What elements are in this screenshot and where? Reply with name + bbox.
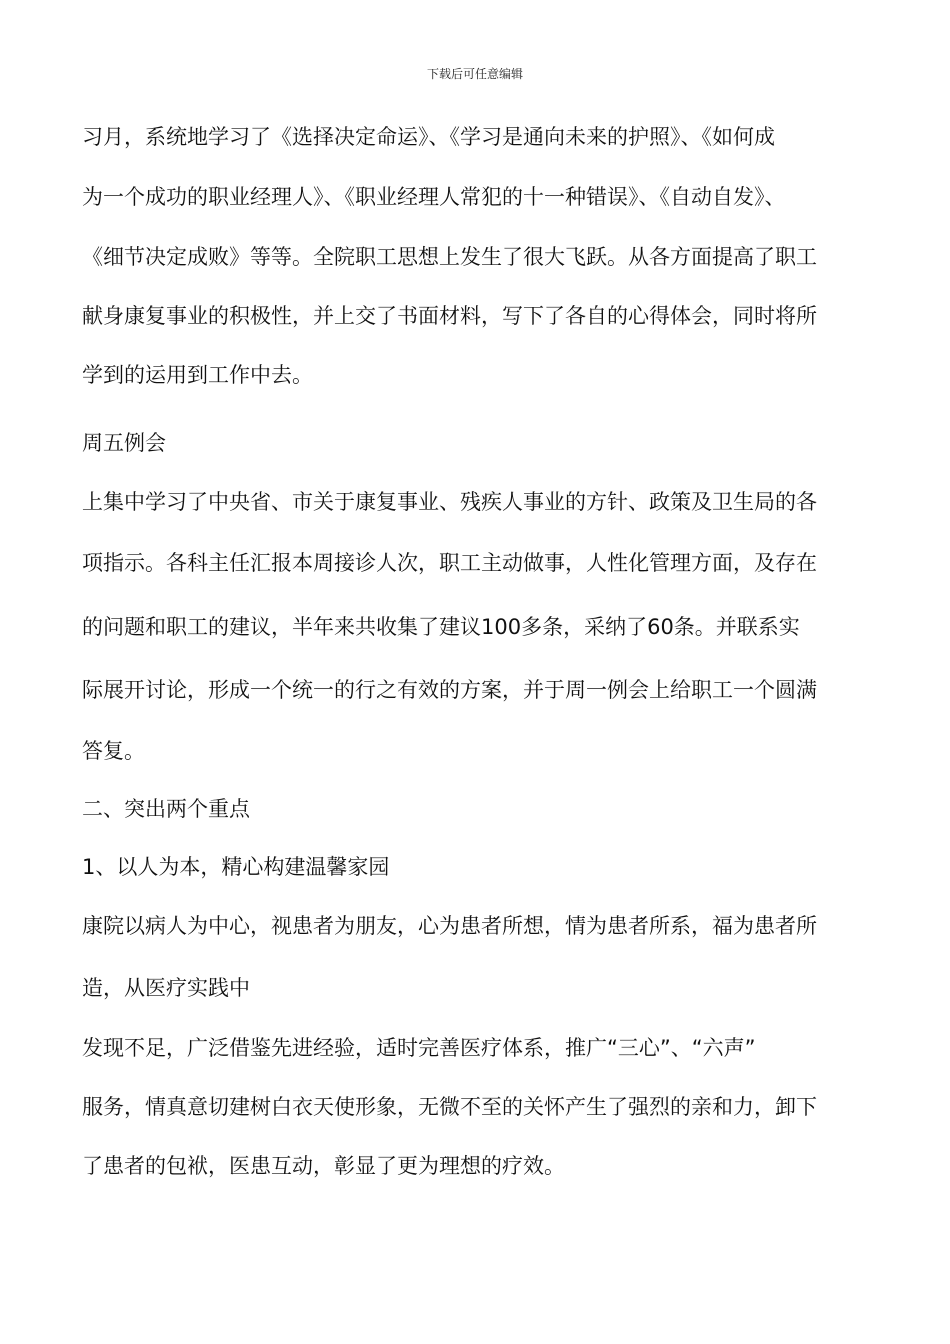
subsection-heading-people-oriented: 1、以人为本，精心构建温馨家园 [82,855,390,879]
text-line-5: 学到的运用到工作中去。 [82,363,313,387]
text-line-6: 上集中学习了中央省、市关于康复事业、残疾人事业的方针、政策及卫生局的各 [82,490,817,514]
text-line-8: 的问题和职工的建议，半年来共收集了建议100多条，采纳了60条。并联系实 [82,615,800,639]
text-line-2: 为一个成功的职业经理人》、《职业经理人常犯的十一种错误》、《自动自发》、 [82,185,786,209]
text-line-15: 了患者的包袱，医患互动，彰显了更为理想的疗效。 [82,1154,565,1178]
page-header-note: 下载后可任意编辑 [426,67,523,81]
text-line-9: 际展开讨论，形成一个统一的行之有效的方案，并于周一例会上给职工一个圆满 [82,678,817,702]
text-line-12: 造，从医疗实践中 [82,976,250,1000]
text-line-10: 答复。 [82,739,145,763]
text-line-7: 项指示。各科主任汇报本周接诊人次，职工主动做事，人性化管理方面，及存在 [82,551,817,575]
text-line-13: 发现不足，广泛借鉴先进经验，适时完善医疗体系，推广“三心”、“六声” [82,1036,756,1060]
text-line-11: 康院以病人为中心，视患者为朋友，心为患者所想，情为患者所系，福为患者所 [82,914,817,938]
text-line-14: 服务，情真意切建树白衣天使形象，无微不至的关怀产生了强烈的亲和力，卸下 [82,1095,817,1119]
section-heading-friday-meeting: 周五例会 [82,431,166,455]
text-line-4: 献身康复事业的积极性，并上交了书面材料，写下了各自的心得体会，同时将所 [82,304,817,328]
text-line-3: 《细节决定成败》等等。全院职工思想上发生了很大飞跃。从各方面提高了职工 [82,245,817,269]
text-line-1: 习月，系统地学习了《选择决定命运》、《学习是通向未来的护照》、《如何成 [82,125,775,149]
section-heading-two-priorities: 二、突出两个重点 [82,797,250,821]
